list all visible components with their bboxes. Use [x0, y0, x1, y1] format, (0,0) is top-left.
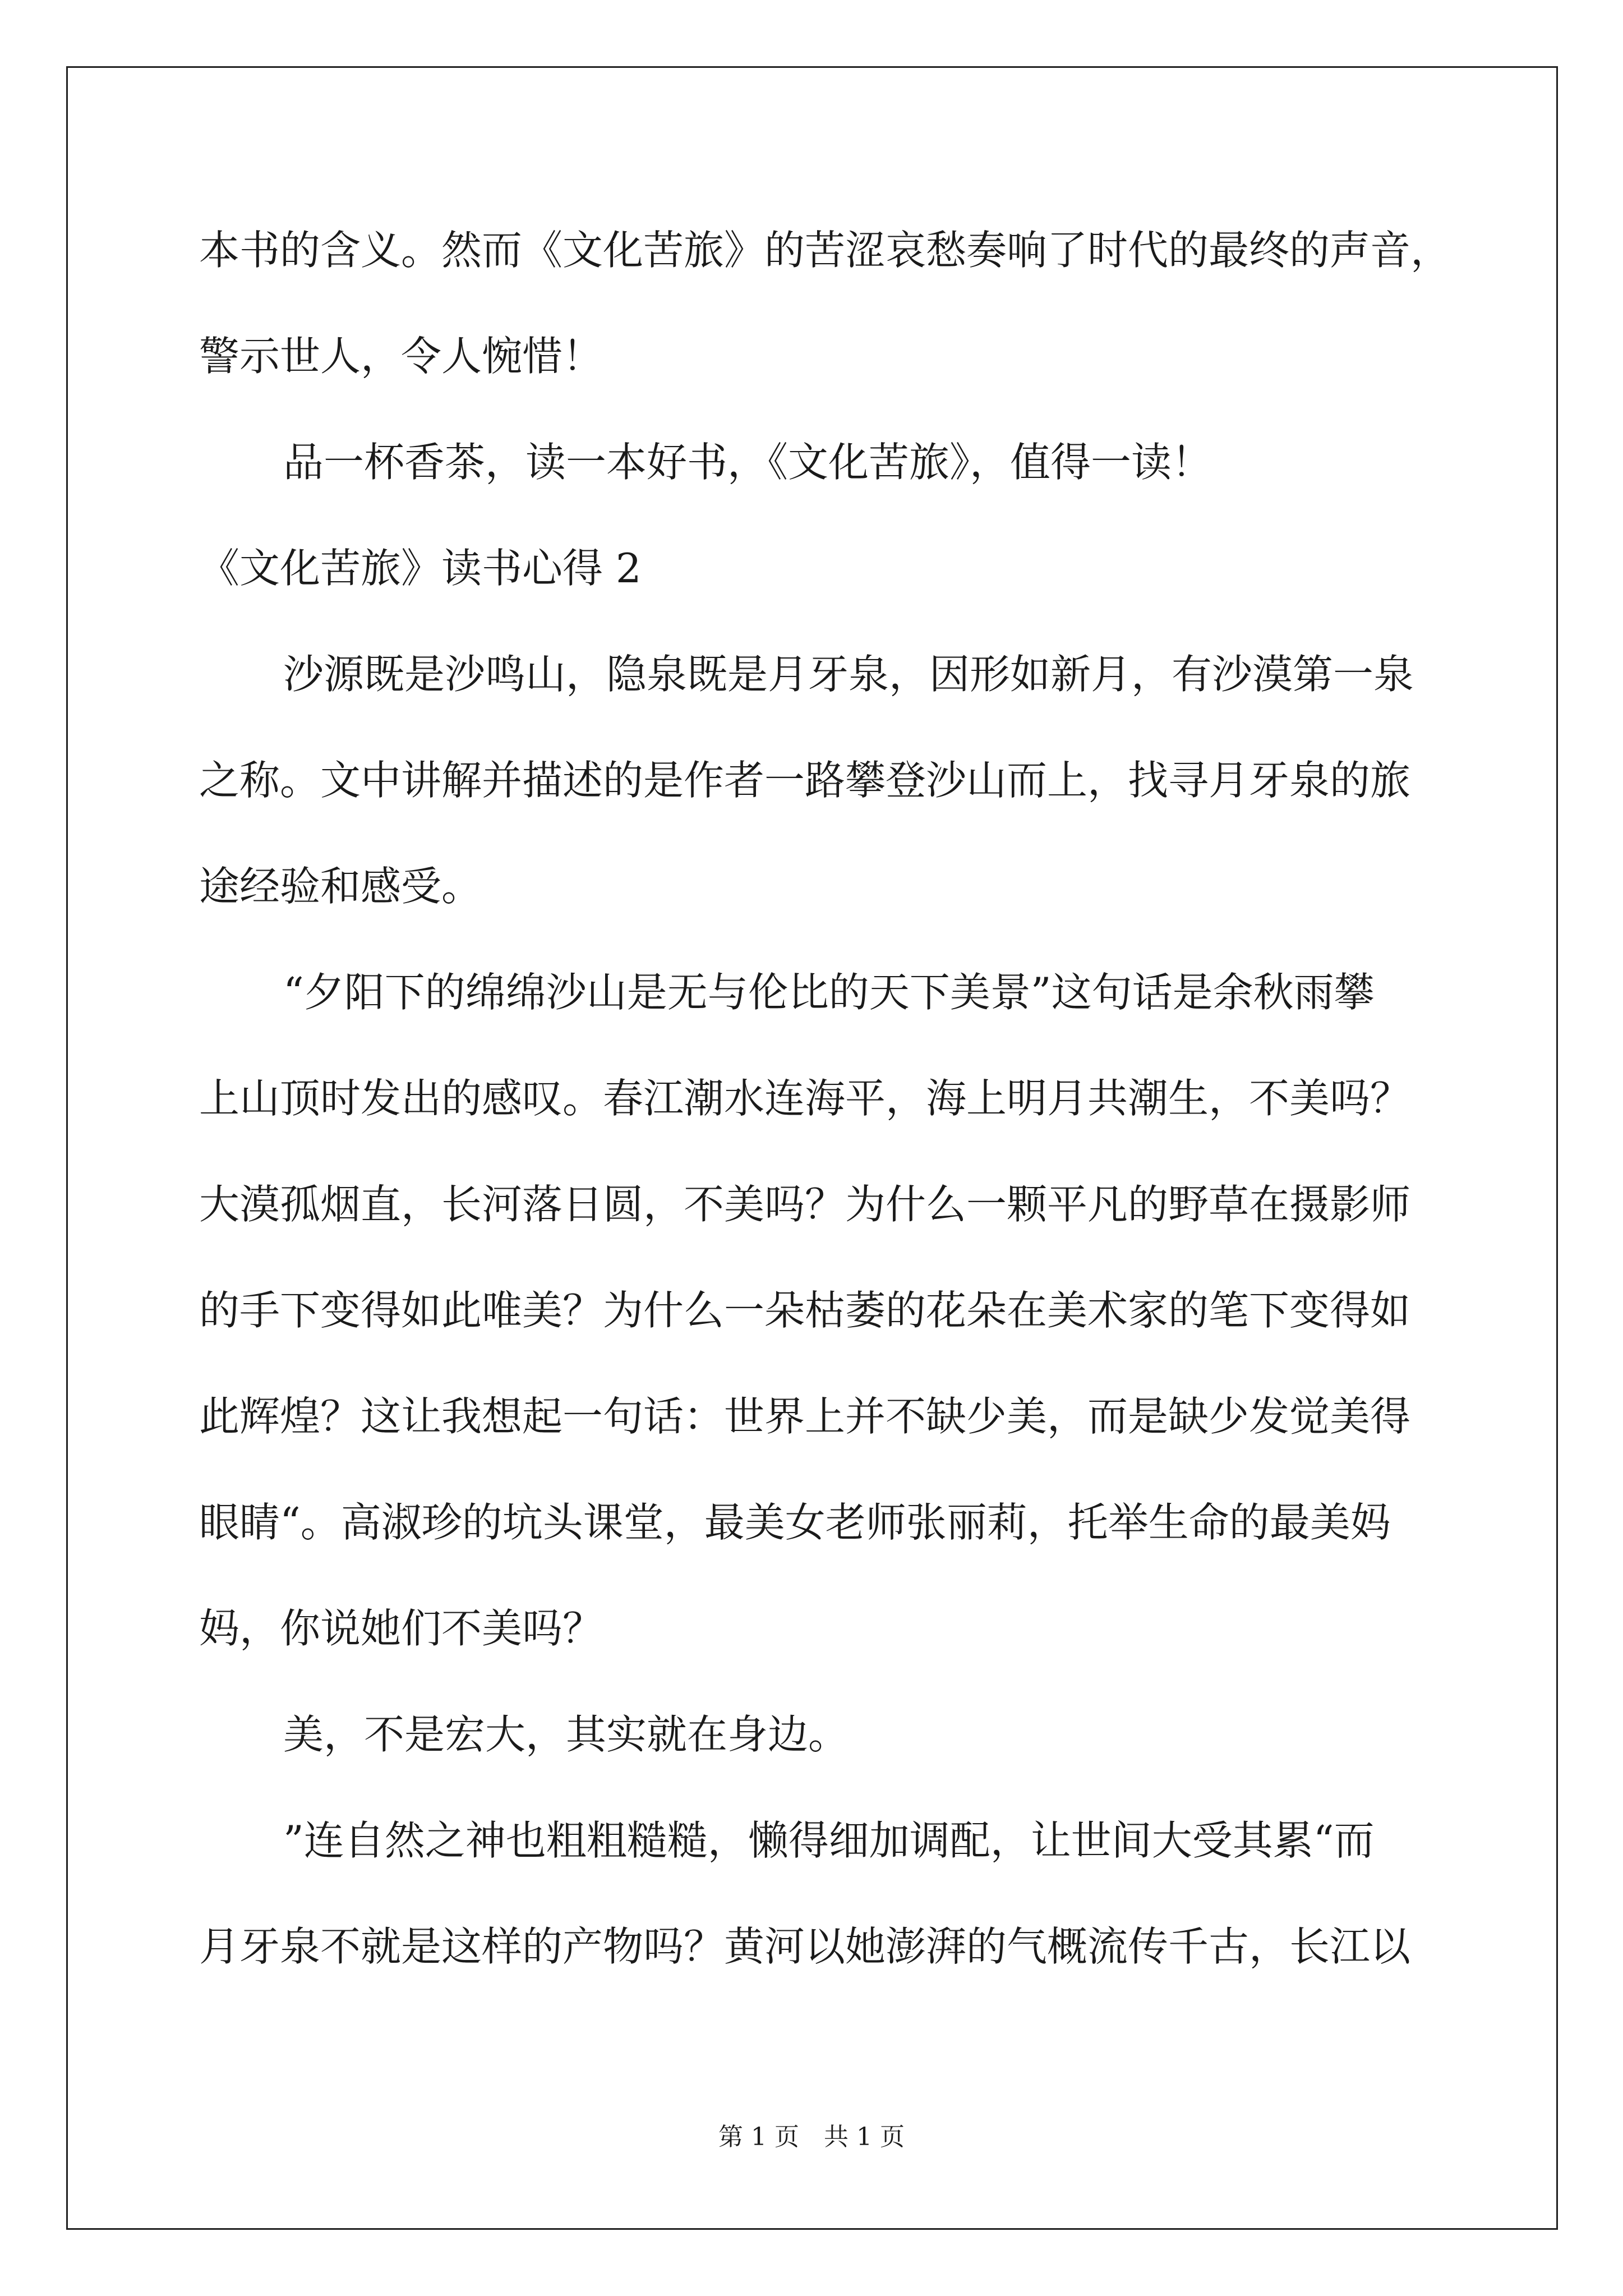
text-line: 警示世人，令人惋惜！ [199, 333, 603, 380]
text-line: 的手下变得如此唯美？为什么一朵枯萎的花朵在美术家的笔下变得如 [199, 1287, 1411, 1334]
text-line: ”连自然之神也粗粗糙糙，懒得细加调配，让世间大受其累“而 [283, 1817, 1375, 1864]
text-line: 大漠孤烟直，长河落日圆，不美吗？为什么一颗平凡的野草在摄影师 [199, 1181, 1411, 1228]
text-line: 《文化苦旅》读书心得 2 [199, 545, 642, 592]
text-line: 之称。文中讲解并描述的是作者一路攀登沙山而上，找寻月牙泉的旅 [199, 757, 1411, 804]
text-line: 月牙泉不就是这样的产物吗？黄河以她澎湃的气概流传千古，长江以 [199, 1923, 1411, 1970]
text-line: 品一杯香茶，读一本好书，《文化苦旅》，值得一读！ [283, 439, 1212, 486]
text-line: “夕阳下的绵绵沙山是无与伦比的天下美景”这句话是余秋雨攀 [283, 969, 1375, 1016]
page-footer: 第 1 页 共 1 页 [718, 2123, 905, 2151]
text-line: 妈，你说她们不美吗？ [199, 1605, 603, 1652]
text-line: 美，不是宏大，其实就在身边。 [283, 1711, 849, 1758]
document-body [199, 219, 1451, 2021]
text-line: 途经验和感受。 [199, 863, 482, 910]
text-line: 上山顶时发出的感叹。春江潮水连海平，海上明月共潮生，不美吗？ [199, 1075, 1411, 1122]
text-line: 此辉煌？这让我想起一句话：世界上并不缺少美，而是缺少发觉美得 [199, 1393, 1411, 1440]
text-line: 沙源既是沙鸣山，隐泉既是月牙泉，因形如新月，有沙漠第一泉 [283, 651, 1414, 698]
text-line: 本书的含义。然而《文化苦旅》的苦涩哀愁奏响了时代的最终的声音， [199, 227, 1451, 274]
text-line: 眼睛“。高淑珍的坑头课堂，最美女老师张丽莉，托举生命的最美妈 [199, 1499, 1391, 1546]
